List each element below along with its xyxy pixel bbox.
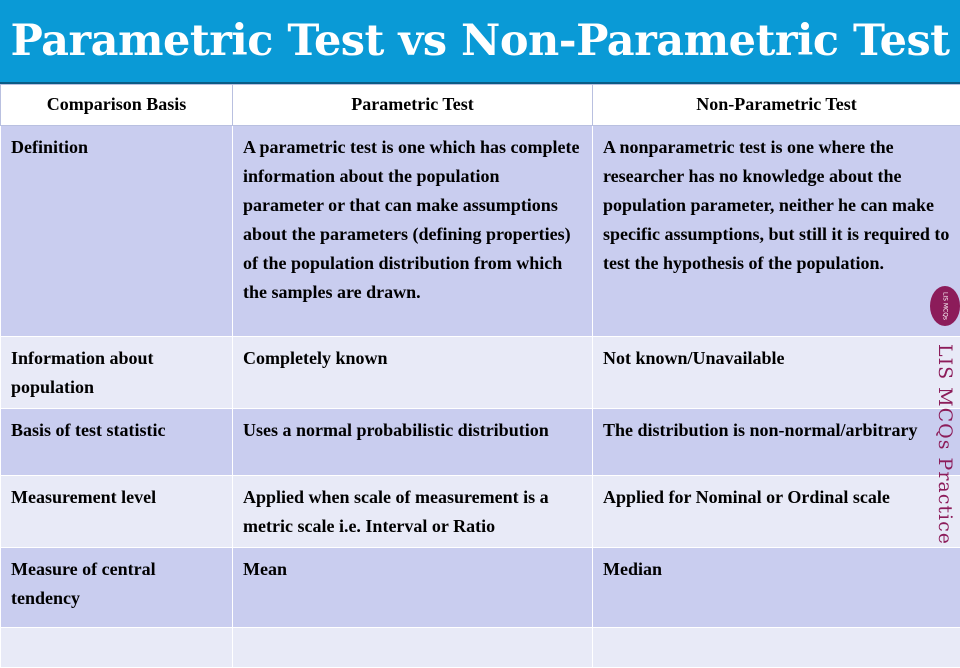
table-row bbox=[1, 409, 960, 476]
table-row bbox=[1, 337, 960, 409]
comparison-table bbox=[0, 84, 960, 668]
column-header-parametric: Parametric Test bbox=[233, 85, 593, 126]
cell-parametric: Mean bbox=[233, 548, 593, 628]
cell-nonparametric: A nonparametric test is one where the researcher has no knowledge about the population parameter, neither he can make specific assumptions, but still it is required to test the hypothesis of the population. bbox=[593, 126, 960, 337]
cell-nonparametric: Median bbox=[593, 548, 960, 628]
cell-nonparametric bbox=[593, 628, 960, 668]
page-title: Parametric Test vs Non-Parametric Test bbox=[0, 0, 960, 84]
cell-parametric: Uses a normal probabilistic distribution bbox=[233, 409, 593, 476]
cell-nonparametric: Not known/Unavailable bbox=[593, 337, 960, 409]
cell-basis: Information about population bbox=[1, 337, 233, 409]
cell-basis: Measure of central tendency bbox=[1, 548, 233, 628]
table-row bbox=[1, 548, 960, 628]
cell-basis bbox=[1, 628, 233, 668]
table-row-cutoff bbox=[1, 628, 960, 668]
cell-parametric: Applied when scale of measurement is a metric scale i.e. Interval or Ratio bbox=[233, 476, 593, 548]
cell-basis: Basis of test statistic bbox=[1, 409, 233, 476]
cell-parametric bbox=[233, 628, 593, 668]
cell-nonparametric: Applied for Nominal or Ordinal scale bbox=[593, 476, 960, 548]
cell-parametric: Completely known bbox=[233, 337, 593, 409]
cell-nonparametric: The distribution is non-normal/arbitrary bbox=[593, 409, 960, 476]
table-row bbox=[1, 126, 960, 337]
table-row bbox=[1, 476, 960, 548]
column-header-nonparametric: Non-Parametric Test bbox=[593, 85, 960, 126]
watermark-text: LIS MCQs Practice bbox=[934, 344, 956, 545]
cell-parametric: A parametric test is one which has complete information about the population parameter or that can make assumptions about the parameters (defining properties) of the population distribution from which the samples are drawn. bbox=[233, 126, 593, 337]
column-header-basis: Comparison Basis bbox=[1, 85, 233, 126]
watermark-logo: LIS MCQs bbox=[930, 286, 960, 326]
cell-basis: Measurement level bbox=[1, 476, 233, 548]
cell-basis: Definition bbox=[1, 126, 233, 337]
table-header-row bbox=[1, 85, 960, 126]
